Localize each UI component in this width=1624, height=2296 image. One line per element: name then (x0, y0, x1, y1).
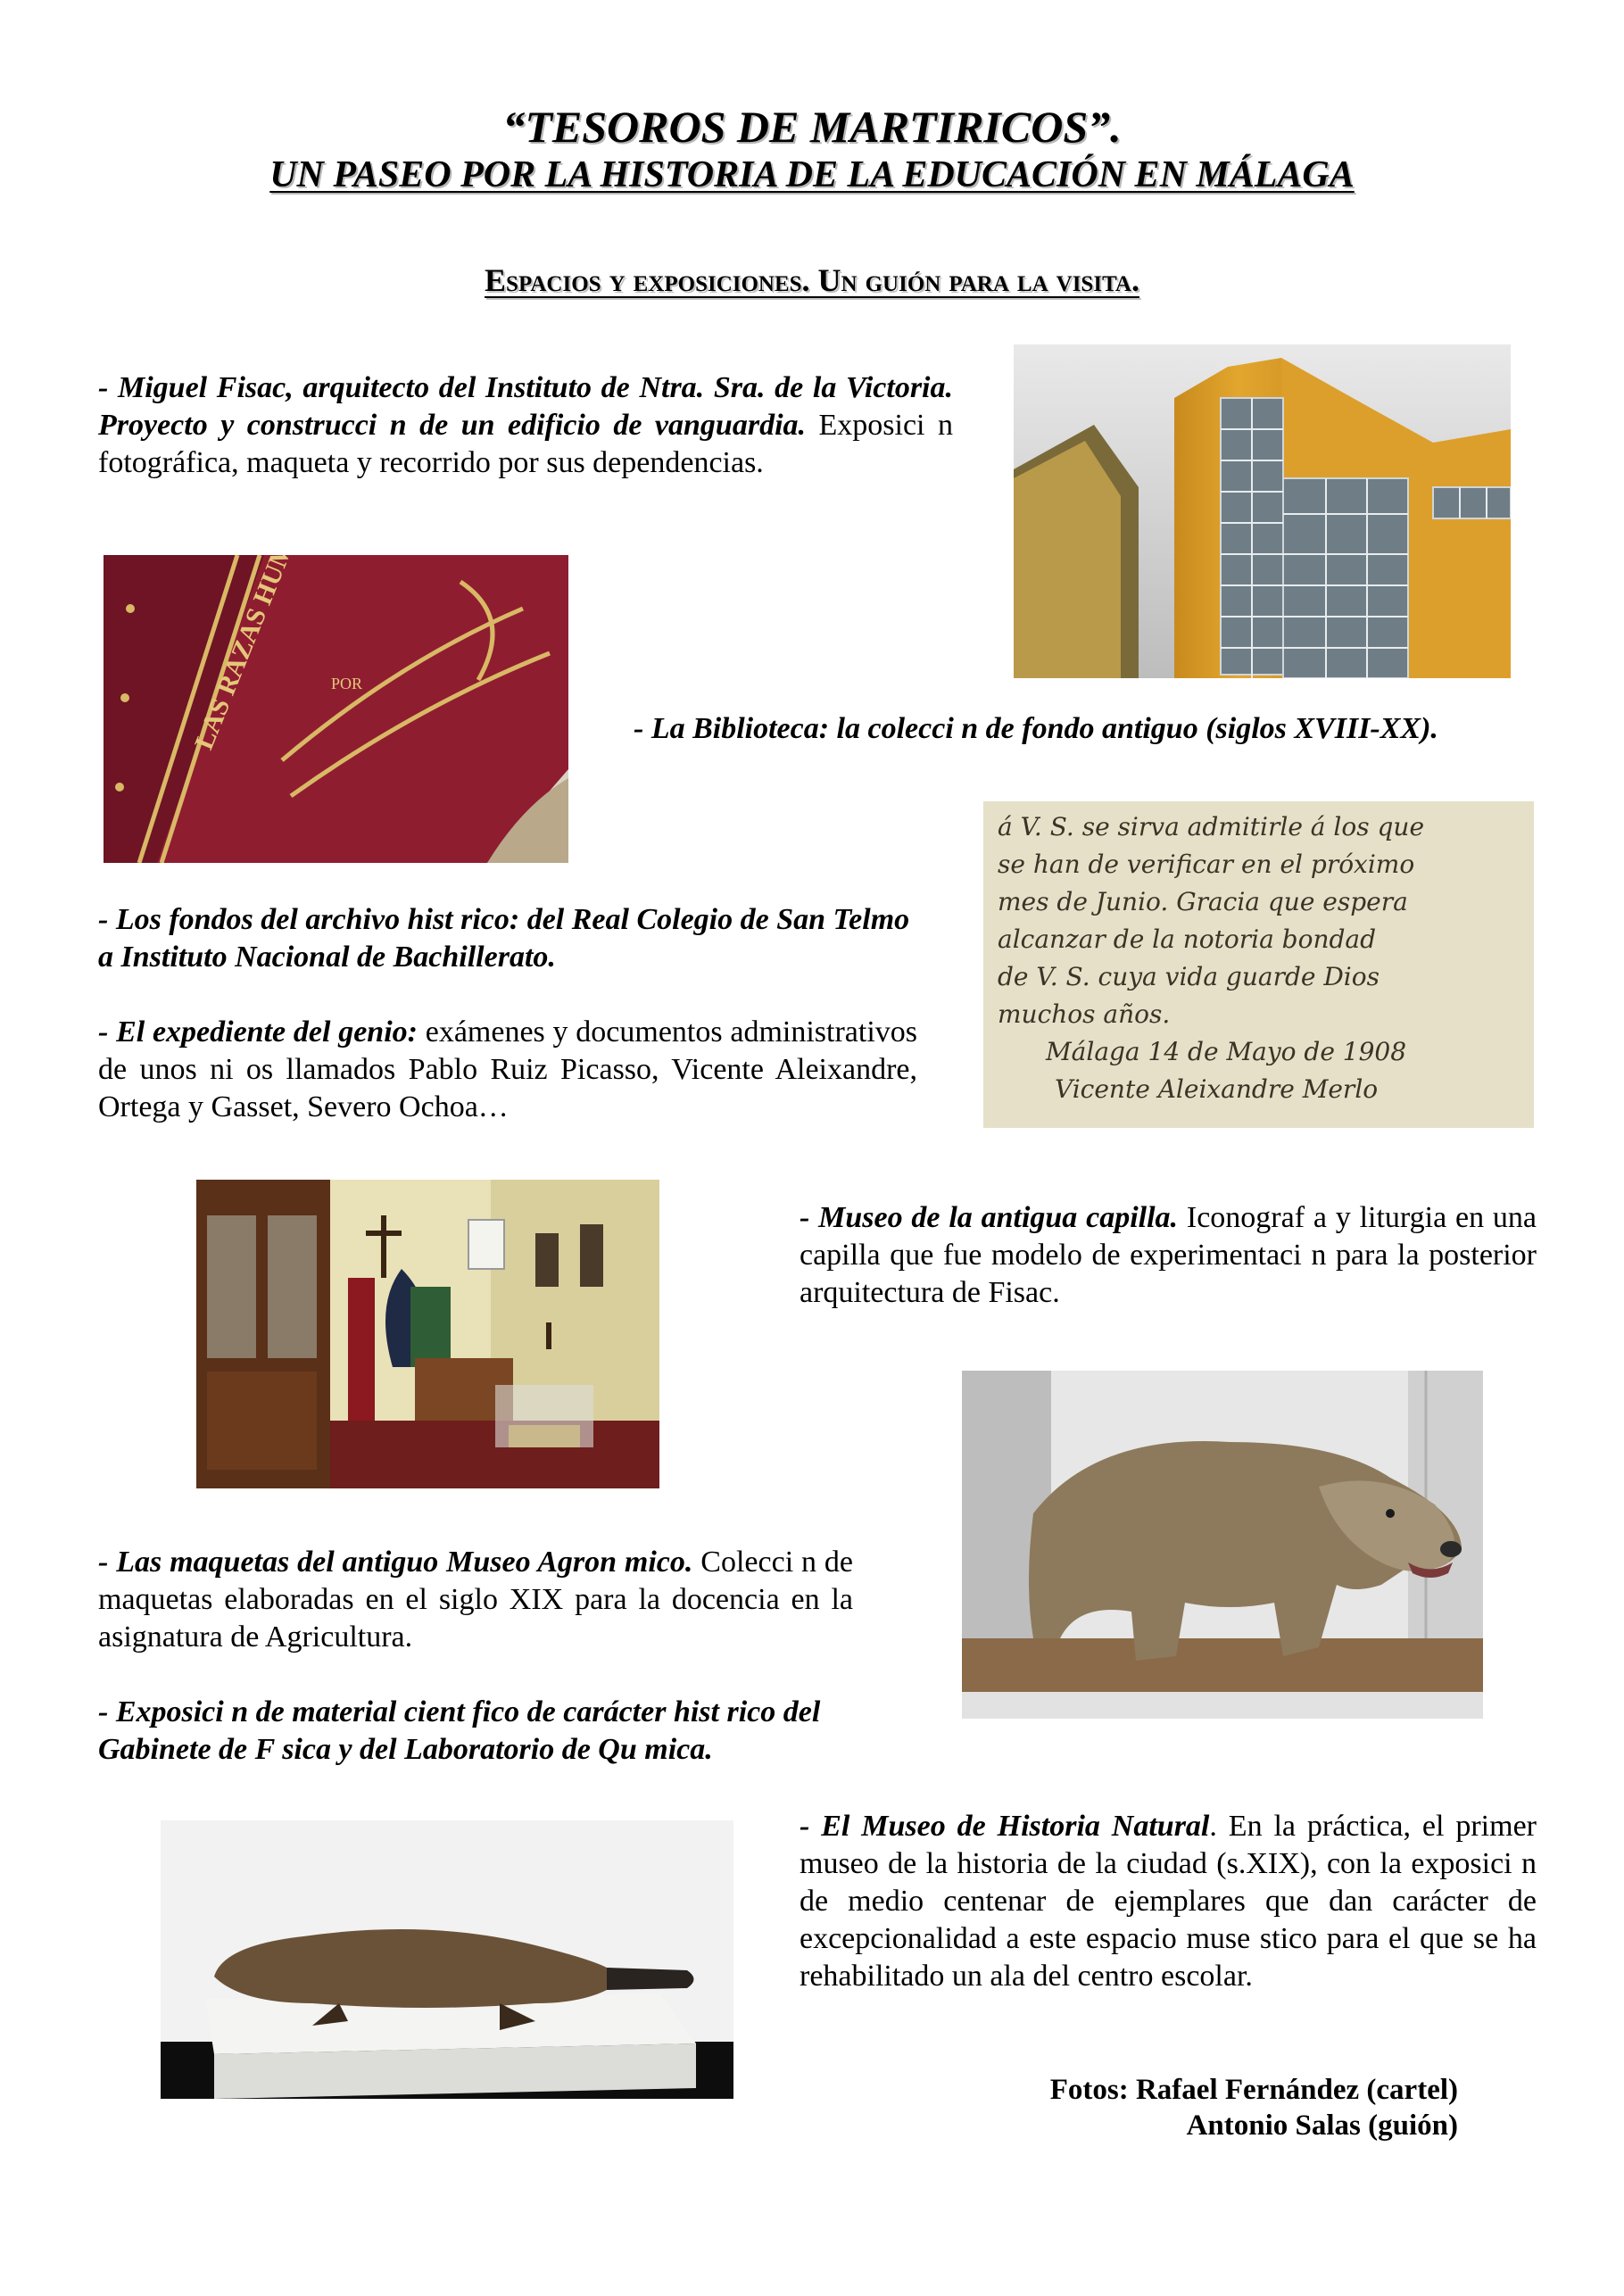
section-material-cientifico: - Exposici n de material cient fico de carácter hist rico del Gabinete de F sica y del Laboratorio de Qu mica. (98, 1695, 821, 1766)
manuscript-line: de V. S. cuya vida guarde Dios (998, 962, 1380, 991)
manuscript-line: á V. S. se sirva admitirle á los que (998, 812, 1425, 841)
page-subtitle: Espacios y exposiciones. Un guión para la visita. (485, 262, 1139, 298)
manuscript-line: alcanzar de la notoria bondad (998, 924, 1377, 954)
section-maquetas-body: Colecci n de maquetas elaboradas en el siglo XIX para la docencia en la asignatura de Agricultura. (98, 1546, 853, 1654)
section-genio (98, 1014, 917, 1126)
photo-chapel-museum (196, 1180, 659, 1488)
photo-stuffed-bear (962, 1371, 1483, 1719)
section-biblioteca: - La Biblioteca: la colecci n de fondo antiguo (siglos XVIII-XX). (634, 712, 1438, 745)
section-fisac-lead: - Miguel Fisac, arquitecto del Instituto de Ntra. Sra. de la Victoria. Proyecto y construcci n de un edificio de vanguardia. (98, 371, 953, 442)
credits-photos: Fotos: Rafael Fernández (cartel) (1049, 2074, 1458, 2106)
section-historia-natural-body: . En la práctica, el primer museo de la historia de la ciudad (s.XIX), con la exposici n de medio centenar de ejemplares que dan carácter de excepcionalidad a este espacio muse stico para el que se ha rehabilitado un ala del centro escolar. (800, 1810, 1537, 1993)
section-genio-lead: - El expediente del genio: (98, 1015, 418, 1049)
section-fisac-body: Exposici n fotográfica, maqueta y recorrido por sus dependencias. (98, 409, 953, 479)
credits-script: Antonio Salas (guión) (1186, 2110, 1458, 2142)
section-genio-body: exámenes y documentos administrativos de unos ni os llamados Pablo Ruiz Picasso, Vicente Aleixandre, Ortega y Gasset, Severo Ochoa… (98, 1015, 917, 1123)
photo-manuscript (983, 801, 1534, 1128)
section-capilla-body: Iconograf a y liturgia en una capilla que fue modelo de experimentaci n para la posterior arquitectura de Fisac. (800, 1201, 1537, 1309)
section-maquetas (98, 1544, 853, 1656)
book-cover-text: POR (331, 675, 363, 692)
manuscript-line: muchos años. (998, 999, 1171, 1029)
section-historia-natural-lead: - El Museo de Historia Natural (800, 1810, 1210, 1843)
manuscript-line: se han de verificar en el próximo (998, 850, 1415, 879)
section-archivo: - Los fondos del archivo hist rico: del Real Colegio de San Telmo a Instituto Nacional de Bachillerato. (98, 903, 910, 974)
section-capilla (800, 1199, 1537, 1312)
photo-platypus (161, 1820, 733, 2099)
photo-antique-book (104, 555, 568, 863)
page-title: “TESOROS DE MARTIRICOS”. (502, 102, 1122, 152)
manuscript-line: mes de Junio. Gracia que espera (998, 887, 1408, 916)
manuscript-line: Málaga 14 de Mayo de 1908 (1046, 1037, 1407, 1066)
section-maquetas-lead: - Las maquetas del antiguo Museo Agron mico. (98, 1546, 693, 1579)
section-historia-natural (800, 1808, 1537, 1995)
photo-fisac-building (1014, 344, 1511, 678)
section-capilla-lead: - Museo de la antigua capilla. (800, 1201, 1179, 1234)
page-title-secondary: UN PASEO POR LA HISTORIA DE LA EDUCACIÓN EN MÁLAGA (269, 154, 1355, 195)
manuscript-line: Vicente Aleixandre Merlo (1055, 1074, 1379, 1104)
photo-credits (803, 2072, 1458, 2143)
section-fisac (98, 369, 953, 482)
